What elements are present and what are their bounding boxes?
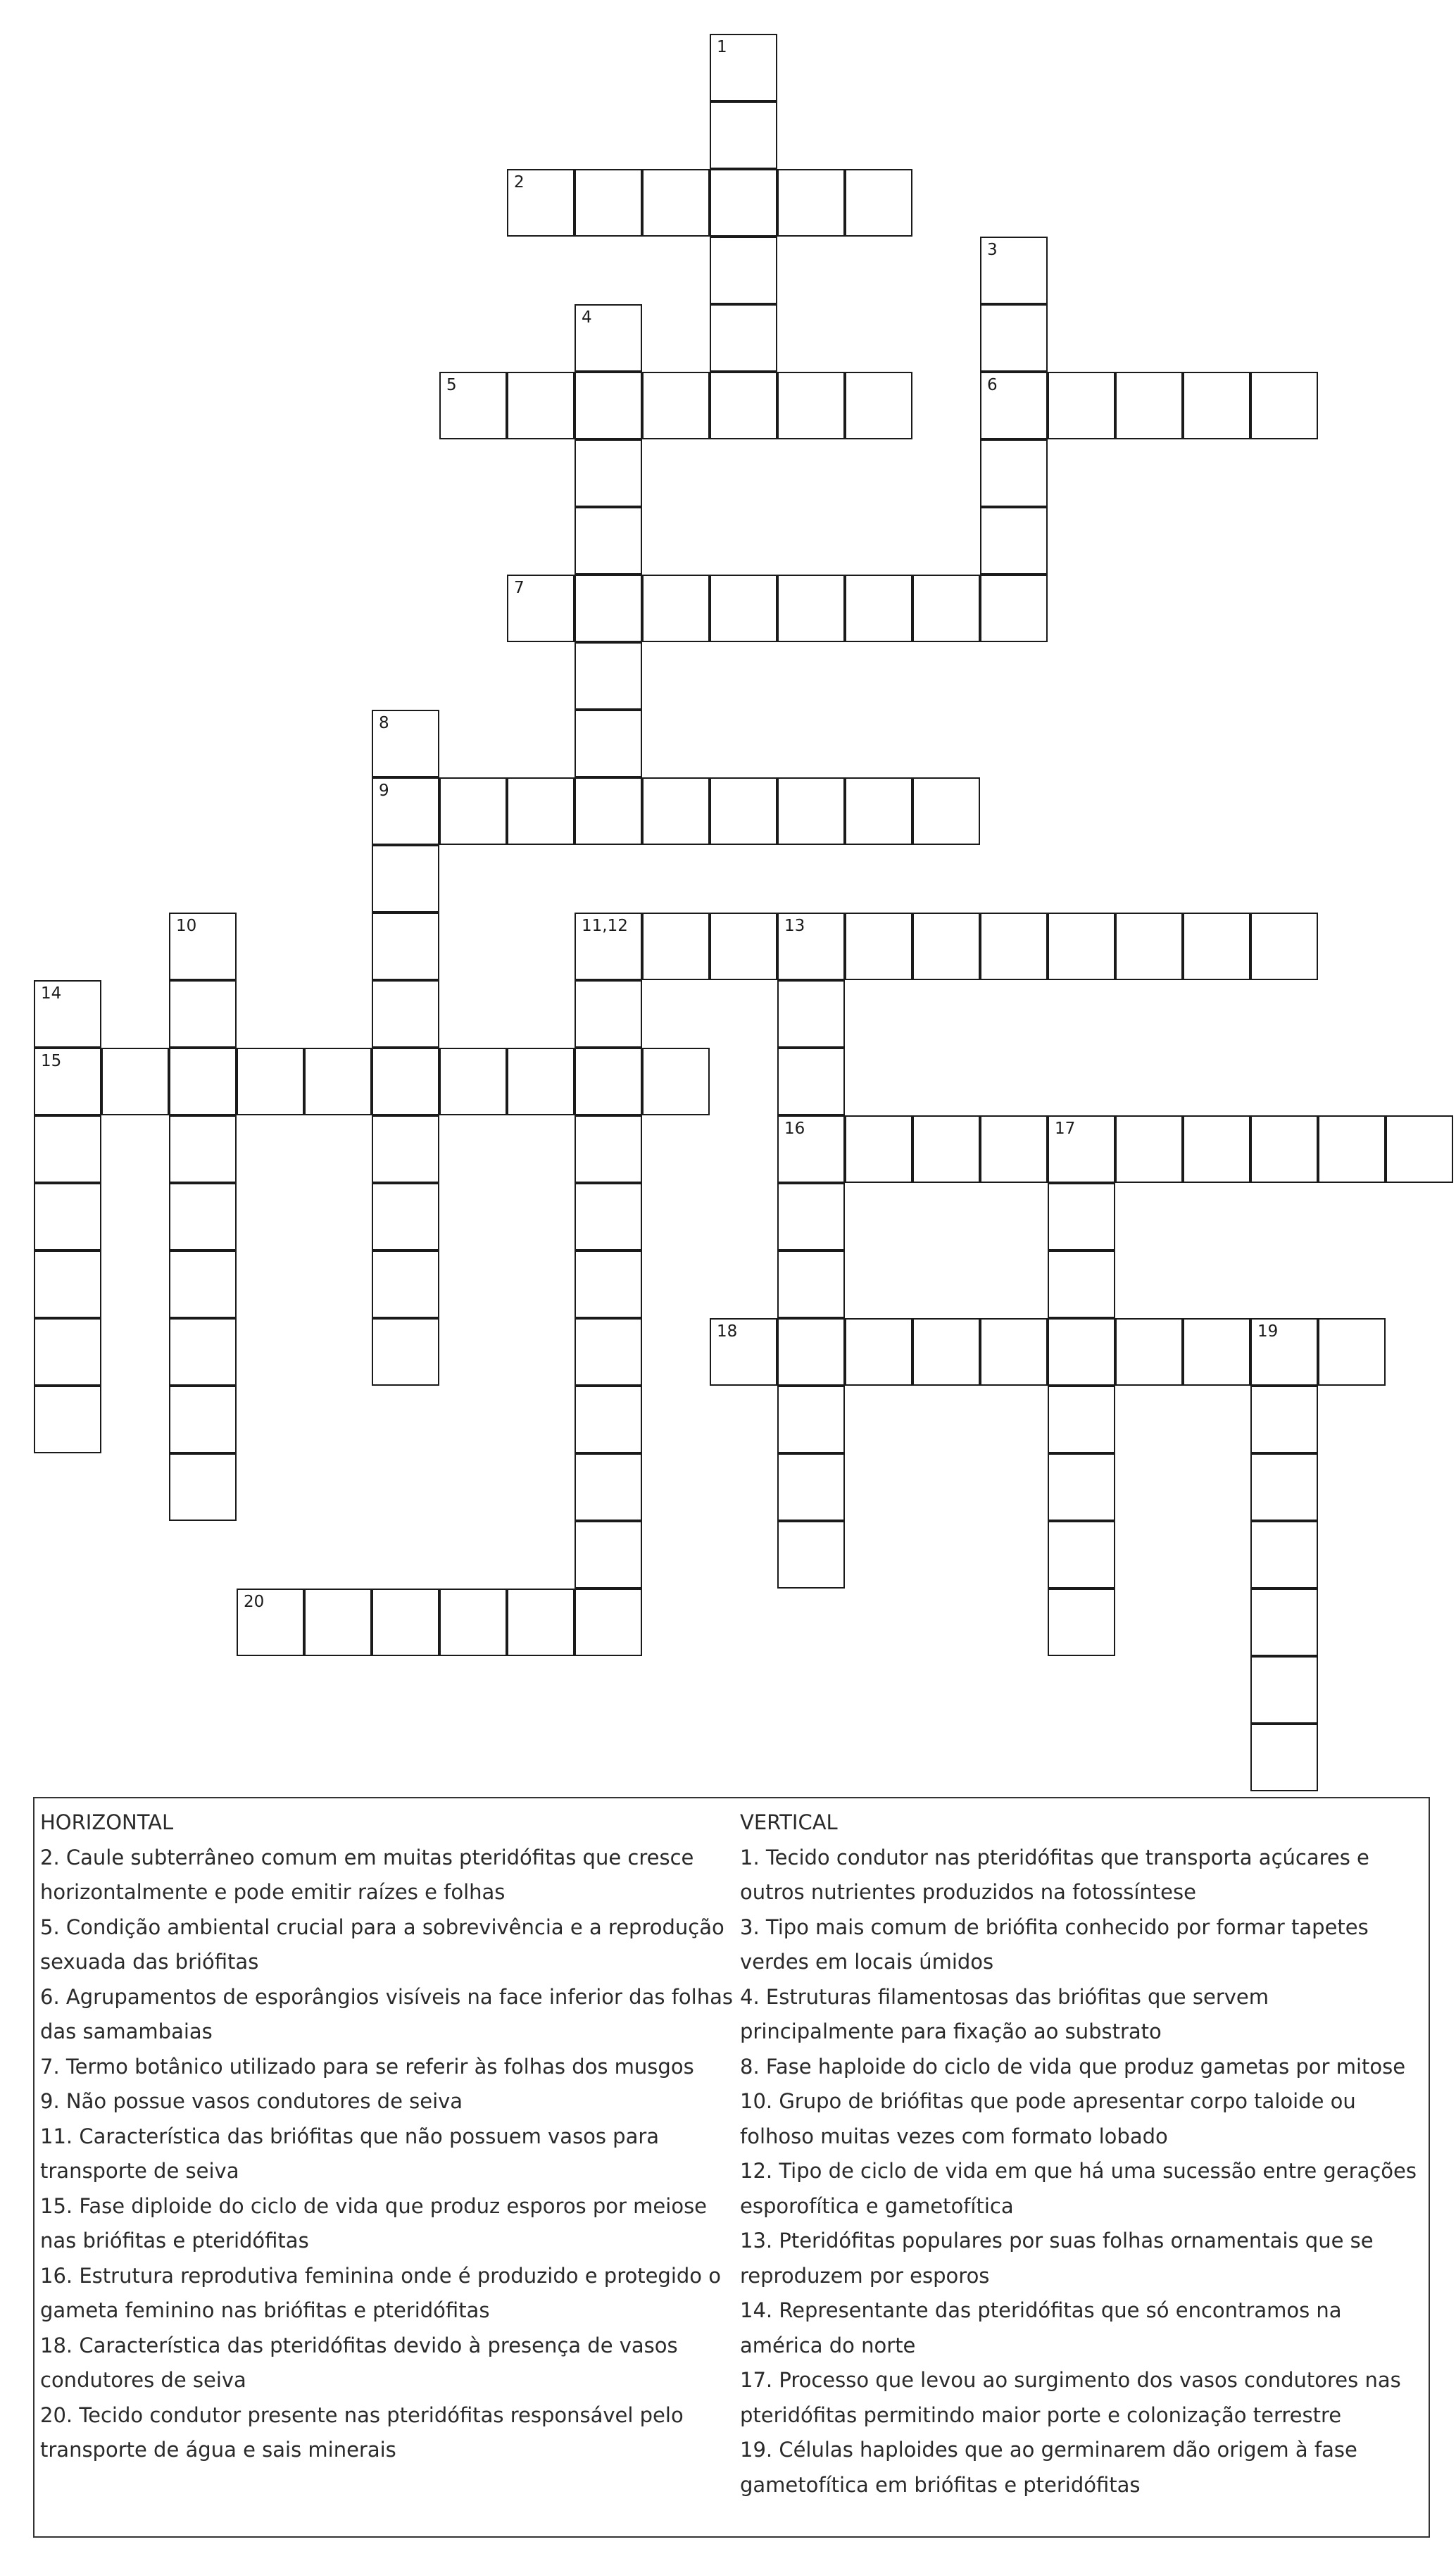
grid-cell[interactable] [575,439,642,507]
grid-cell[interactable] [575,372,642,439]
grid-cell[interactable] [575,1386,642,1453]
clue-h-20: 20. Tecido condutor presente nas pteridófitas responsável pelo transporte de água e sais minerais [40,2402,684,2462]
grid-cell[interactable] [372,1048,439,1115]
grid-cell[interactable] [575,1115,642,1183]
grid-cell[interactable] [777,1251,845,1318]
vertical-clues [740,1805,1426,2502]
clue-h-16: 16. Estrutura reprodutiva feminina onde é produzido e protegido o gameta feminino nas briófitas e pteridófitas [40,2263,722,2322]
grid-cell[interactable] [845,1318,912,1386]
clue-number: 14 [41,984,62,1003]
grid-cell[interactable] [777,913,845,980]
grid-cell[interactable] [372,845,439,913]
grid-cell[interactable] [1048,1251,1115,1318]
grid-cell[interactable] [1115,1318,1183,1386]
grid-cell[interactable] [710,777,777,845]
grid-cell[interactable] [1250,372,1318,439]
clue-number: 2 [514,173,525,192]
grid-cell[interactable] [777,1318,845,1386]
grid-cell[interactable] [372,710,439,777]
grid-cell[interactable] [372,913,439,980]
grid-cell[interactable] [710,169,777,237]
grid-cell[interactable] [1183,372,1250,439]
grid-cell[interactable] [912,575,980,642]
clue-number: 16 [784,1120,805,1138]
grid-cell[interactable] [575,913,642,980]
grid-cell[interactable] [777,372,845,439]
grid-cell[interactable] [980,237,1048,304]
grid-cell[interactable] [507,575,575,642]
grid-cell[interactable] [169,1048,237,1115]
grid-cell[interactable] [575,980,642,1048]
grid-cell[interactable] [1115,913,1183,980]
grid-cell[interactable] [507,169,575,237]
grid-cell[interactable] [1386,1115,1453,1183]
clue-number: 9 [379,782,389,800]
clue-number: 11,12 [582,917,628,935]
grid-cell[interactable] [710,237,777,304]
grid-cell[interactable] [34,1183,101,1251]
grid-cell[interactable] [439,372,507,439]
grid-cell[interactable] [710,913,777,980]
grid-cell[interactable] [1115,1115,1183,1183]
grid-cell[interactable] [575,642,642,710]
clue-h-15: 15. Fase diploide do ciclo de vida que produz esporos por meiose nas briófitas e pteridófitas [40,2193,708,2253]
clue-h-11: 11. Característica das briófitas que não possuem vasos para transporte de seiva [40,2124,660,2183]
clue-v-10: 10. Grupo de briófitas que pode apresentar corpo taloide ou folhoso muitas vezes com formato lobado [740,2089,1356,2148]
grid-cell[interactable] [1183,1115,1250,1183]
grid-cell[interactable] [169,980,237,1048]
grid-cell[interactable] [1048,1453,1115,1521]
grid-cell[interactable] [980,372,1048,439]
clue-number: 18 [717,1322,738,1341]
grid-cell[interactable] [1250,1115,1318,1183]
clues-box [33,1797,1430,2538]
grid-cell[interactable] [777,169,845,237]
grid-cell[interactable] [507,777,575,845]
grid-cell[interactable] [575,507,642,575]
grid-cell[interactable] [777,1115,845,1183]
grid-cell[interactable] [845,575,912,642]
clue-number: 15 [41,1052,62,1070]
clue-number: 19 [1257,1322,1279,1341]
grid-cell[interactable] [1250,1386,1318,1453]
grid-cell[interactable] [304,1589,372,1656]
grid-cell[interactable] [1250,1453,1318,1521]
grid-cell[interactable] [912,1318,980,1386]
grid-cell[interactable] [980,913,1048,980]
grid-cell[interactable] [642,169,710,237]
grid-cell[interactable] [507,1589,575,1656]
grid-cell[interactable] [1250,1656,1318,1724]
clue-v-4: 4. Estruturas filamentosas das briófitas que servem principalmente para fixação ao substrato [740,1984,1269,2043]
grid-cell[interactable] [439,1589,507,1656]
grid-cell[interactable] [439,777,507,845]
grid-cell[interactable] [845,777,912,845]
grid-cell[interactable] [507,372,575,439]
clue-h-2: 2. Caule subterrâneo comum em muitas pteridófitas que cresce horizontalmente e pode emitir raízes e folhas [40,1845,694,1904]
grid-cell[interactable] [575,1048,642,1115]
grid-cell[interactable] [980,304,1048,372]
clue-h-18: 18. Característica das pteridófitas devido à presença de vasos condutores de seiva [40,2333,678,2392]
grid-cell[interactable] [980,575,1048,642]
clue-number: 1 [717,38,727,56]
grid-cell[interactable] [34,1251,101,1318]
grid-cell[interactable] [575,1453,642,1521]
grid-cell[interactable] [1048,1318,1115,1386]
clue-v-1: 1. Tecido condutor nas pteridófitas que transporta açúcares e outros nutrientes produzidos na fotossíntese [740,1845,1369,1904]
grid-cell[interactable] [642,777,710,845]
grid-cell[interactable] [777,575,845,642]
grid-cell[interactable] [710,372,777,439]
grid-cell[interactable] [1250,1724,1318,1791]
grid-cell[interactable] [777,1183,845,1251]
grid-cell[interactable] [169,913,237,980]
grid-cell[interactable] [575,169,642,237]
grid-cell[interactable] [1048,1589,1115,1656]
grid-cell[interactable] [1048,1115,1115,1183]
grid-cell[interactable] [237,1589,304,1656]
grid-cell[interactable] [980,1115,1048,1183]
grid-cell[interactable] [169,1115,237,1183]
clue-number: 3 [987,241,998,259]
grid-cell[interactable] [1115,372,1183,439]
grid-cell[interactable] [34,1048,101,1115]
clue-number: 17 [1055,1120,1076,1138]
grid-cell[interactable] [1183,913,1250,980]
grid-cell[interactable] [439,1048,507,1115]
grid-cell[interactable] [575,777,642,845]
grid-cell[interactable] [34,1386,101,1453]
clue-v-3: 3. Tipo mais comum de briófita conhecido por formar tapetes verdes em locais úmidos [740,1915,1369,1974]
grid-cell[interactable] [912,1115,980,1183]
clue-number: 6 [987,376,998,394]
clue-number: 20 [244,1593,265,1611]
clue-h-5: 5. Condição ambiental crucial para a sobrevivência e a reprodução sexuada das briófitas [40,1915,724,1974]
grid-cell[interactable] [1048,1386,1115,1453]
clue-h-6: 6. Agrupamentos de esporângios visíveis na face inferior das folhas das samambaias [40,1984,733,2043]
grid-cell[interactable] [1318,1318,1386,1386]
grid-cell[interactable] [777,1048,845,1115]
grid-cell[interactable] [101,1048,169,1115]
grid-cell[interactable] [980,1318,1048,1386]
grid-cell[interactable] [845,372,912,439]
grid-cell[interactable] [169,1318,237,1386]
grid-cell[interactable] [912,913,980,980]
grid-cell[interactable] [777,777,845,845]
grid-cell[interactable] [372,1318,439,1386]
grid-cell[interactable] [575,575,642,642]
grid-cell[interactable] [710,575,777,642]
grid-cell[interactable] [575,1318,642,1386]
grid-cell[interactable] [575,1183,642,1251]
clue-h-7: 7. Termo botânico utilizado para se referir às folhas dos musgos [40,2054,694,2079]
horizontal-heading: HORIZONTAL [40,1810,174,1834]
grid-cell[interactable] [710,304,777,372]
grid-cell[interactable] [1318,1115,1386,1183]
clue-v-19: 19. Células haploides que ao germinarem dão origem à fase gametofítica em briófitas e pteridófitas [740,2438,1357,2497]
grid-cell[interactable] [575,1251,642,1318]
grid-cell[interactable] [169,1386,237,1453]
grid-cell[interactable] [845,1115,912,1183]
grid-cell[interactable] [372,1251,439,1318]
grid-cell[interactable] [169,1251,237,1318]
grid-cell[interactable] [34,1115,101,1183]
grid-cell[interactable] [575,710,642,777]
clue-number: 4 [582,308,592,327]
clue-v-14: 14. Representante das pteridófitas que só encontramos na américa do norte [740,2298,1342,2357]
grid-cell[interactable] [642,372,710,439]
clue-number: 10 [176,917,197,935]
grid-cell[interactable] [372,1589,439,1656]
grid-cell[interactable] [777,1386,845,1453]
grid-cell[interactable] [710,101,777,169]
grid-cell[interactable] [34,980,101,1048]
grid-cell[interactable] [372,777,439,845]
grid-cell[interactable] [575,1589,642,1656]
grid-cell[interactable] [1250,913,1318,980]
grid-cell[interactable] [777,980,845,1048]
grid-cell[interactable] [710,34,777,101]
grid-cell[interactable] [1250,1318,1318,1386]
grid-cell[interactable] [777,1521,845,1589]
grid-cell[interactable] [980,439,1048,507]
clue-v-17: 17. Processo que levou ao surgimento dos vasos condutores nas pteridófitas permitindo maior porte e colonização terrestre [740,2368,1401,2427]
grid-cell[interactable] [642,913,710,980]
grid-cell[interactable] [169,1453,237,1521]
grid-cell[interactable] [575,1521,642,1589]
grid-cell[interactable] [575,304,642,372]
clue-number: 7 [514,579,525,597]
grid-cell[interactable] [372,1183,439,1251]
grid-cell[interactable] [845,169,912,237]
grid-cell[interactable] [237,1048,304,1115]
grid-cell[interactable] [1250,1521,1318,1589]
grid-cell[interactable] [642,1048,710,1115]
vertical-heading: VERTICAL [740,1810,838,1834]
grid-cell[interactable] [980,507,1048,575]
clue-h-9: 9. Não possue vasos condutores de seiva [40,2089,463,2113]
grid-cell[interactable] [507,1048,575,1115]
grid-cell[interactable] [912,777,980,845]
grid-cell[interactable] [169,1183,237,1251]
grid-cell[interactable] [1048,1183,1115,1251]
grid-cell[interactable] [1048,913,1115,980]
grid-cell[interactable] [1048,1521,1115,1589]
grid-cell[interactable] [1048,372,1115,439]
grid-cell[interactable] [372,1115,439,1183]
clue-v-8: 8. Fase haploide do ciclo de vida que produz gametas por mitose [740,2054,1406,2079]
grid-cell[interactable] [1183,1318,1250,1386]
grid-cell[interactable] [34,1318,101,1386]
clue-v-12: 12. Tipo de ciclo de vida em que há uma sucessão entre gerações esporofítica e gametofítica [740,2159,1417,2218]
clue-number: 5 [446,376,457,394]
clue-number: 13 [784,917,805,935]
grid-cell[interactable] [642,575,710,642]
grid-cell[interactable] [304,1048,372,1115]
clue-v-13: 13. Pteridófitas populares por suas folhas ornamentais que se reproduzem por esporos [740,2229,1374,2288]
clue-number: 8 [379,714,389,732]
grid-cell[interactable] [372,980,439,1048]
grid-cell[interactable] [1250,1589,1318,1656]
grid-cell[interactable] [710,1318,777,1386]
grid-cell[interactable] [845,913,912,980]
horizontal-clues [40,1805,734,2468]
grid-cell[interactable] [777,1453,845,1521]
